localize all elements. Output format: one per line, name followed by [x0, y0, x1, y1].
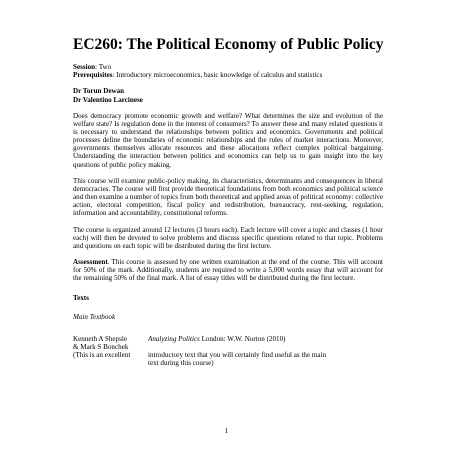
reference-authors: [73, 335, 148, 351]
reference-entry: [73, 335, 383, 351]
reference-author-2: & Mark S Bonchek: [73, 342, 129, 351]
assessment-text: . This course is assessed by one written examination at the end of the course. This will account for 50% of the mark. Additionally, students are required to write a 5,000 words essay that will account for the remaining 50% of the final mark. A list of essay titles will be distributed during the first lecture.: [73, 258, 383, 283]
reference-citation: [148, 335, 383, 351]
prerequisites-line: [73, 71, 383, 79]
course-title: EC260: The Political Economy of Public Policy: [73, 36, 384, 53]
reference-note: [73, 351, 383, 359]
organization-paragraph: The course is organized around 12 lectures (3 hours each). Each lecture will cover a topic and classes (1 hour each) will then be devoted to solve problems and discuss specific questions related to that topic. Problems and questions on each topic will be distributed during the first lecture.: [73, 225, 383, 250]
course-overview-paragraph: This course will examine public-policy making, its characteristics, determinants and consequences in liberal democracies. The course will first provide theoretical foundations from both economics and political science and then examine a number of topics from both theoretical and applied areas of political economy: collective action, electoral competition, fiscal policy and redistribution, bureaucracy, rent-seeking, regulation, information and accountability, constitutional reforms.: [73, 176, 383, 218]
intro-paragraph: Does democracy promote economic growth and welfare? What determines the size and evolution of the welfare state? Is regulation done in the interest of consumers? To answer these and many related questions it is necessary to understand the relationships between politics and economics. Governments and political processes define the boundaries of economic relationships and the rules of market interactions. Moreover, governments themselves allocate resources and these allocations reflect complex political bargaining. Understanding the interaction between politics and economics can help us to gain insight into the key questions of public policy making.: [73, 111, 383, 169]
prerequisites-value: : Introductory microeconomics, basic knowledge of calculus and statistics: [112, 71, 323, 80]
assessment-paragraph: [73, 258, 383, 282]
reference-note-start: (This is an excellent: [73, 351, 131, 360]
session-line: [73, 63, 383, 71]
reference-author-1: Kenneth A Shepsle: [73, 334, 127, 343]
author-2: Dr Valentino Larcinese: [73, 95, 143, 104]
course-meta: [73, 63, 383, 79]
reference-book-title: Analyzing Politics: [148, 334, 200, 343]
author-1: Dr Torun Dewan: [73, 87, 125, 96]
reference-note-rest: introductory text that you will certainly find useful as the main: [148, 351, 327, 360]
page-content: [73, 36, 383, 367]
texts-heading: Texts: [73, 294, 89, 303]
reference-note-continued: text during this course): [148, 359, 214, 368]
page-number: 1: [224, 427, 229, 435]
session-value: : Two: [95, 63, 112, 72]
reference-publisher: London: W.W. Norton (2010): [199, 334, 286, 343]
assessment-label: Assessment: [73, 258, 108, 267]
prerequisites-label: Prerequisites: [73, 71, 113, 80]
main-textbook-heading: Main Textbook: [73, 312, 116, 321]
session-label: Session: [73, 63, 96, 72]
authors: [73, 87, 383, 103]
